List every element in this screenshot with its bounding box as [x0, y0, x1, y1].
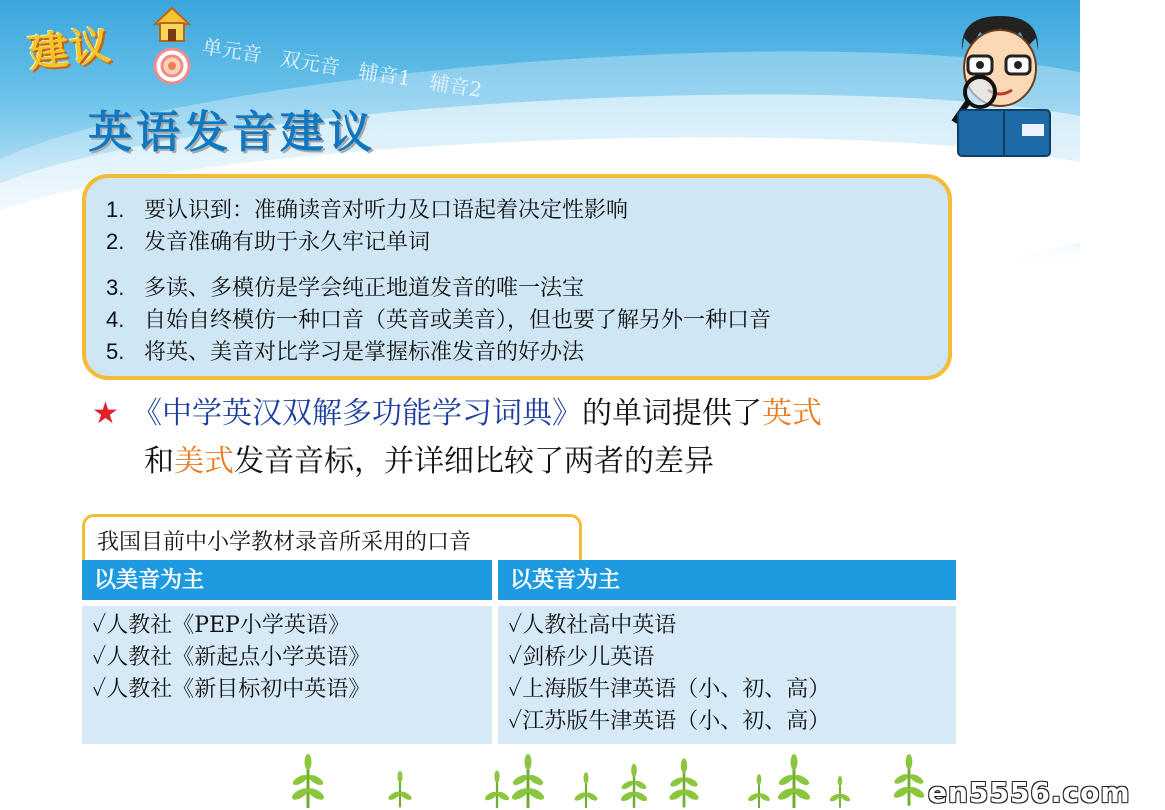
accent-table	[82, 560, 956, 744]
key-point-text: 发音准确有助于永久牢记单词	[144, 230, 431, 255]
american-accent-heading: 以美音为主	[82, 560, 492, 600]
key-point	[106, 272, 948, 304]
key-point-number: 2.	[106, 229, 125, 254]
sprout-icon	[664, 756, 704, 808]
list-item: ✓人教社《新起点小学英语》	[92, 645, 371, 670]
sprout-icon	[286, 752, 330, 808]
sprout-icon	[616, 762, 652, 808]
sprout-icon	[744, 770, 774, 808]
nav-item-consonant-1[interactable]: 辅音1	[356, 58, 413, 91]
dictionary-title: 《中学英汉双解多功能学习词典》	[132, 396, 582, 431]
list-item: ✓上海版牛津英语（小、初、高）	[508, 677, 831, 702]
key-point-text: 要认识到：准确读音对听力及口语起着决定性影响	[144, 198, 629, 223]
key-point	[106, 336, 948, 368]
sprout-icon	[826, 772, 854, 808]
target-icon[interactable]	[152, 46, 192, 86]
key-point-text: 将英、美音对比学习是掌握标准发音的好办法	[144, 340, 585, 365]
note-text: 和	[144, 444, 174, 479]
key-point-number: 4.	[106, 307, 125, 332]
key-point-text: 自始自终模仿一种口音（英音或美音），但也要了解另外一种口音	[144, 308, 772, 333]
table-caption: 我国目前中小学教材录音所采用的口音	[82, 514, 582, 560]
british-accent-list	[498, 606, 956, 744]
nav-item-monophthong[interactable]: 单元音	[200, 33, 264, 68]
key-point-number: 3.	[106, 275, 125, 300]
key-point-number: 5.	[106, 339, 125, 364]
dictionary-note	[92, 390, 992, 486]
list-item: ✓江苏版牛津英语（小、初、高）	[508, 709, 831, 734]
list-item: ✓剑桥少儿英语	[508, 645, 655, 670]
star-icon: ★	[92, 396, 119, 431]
section-logo: 建议	[26, 21, 115, 78]
key-points-box	[82, 174, 952, 380]
list-item: ✓人教社《PEP小学英语》	[92, 613, 350, 638]
key-point-text: 多读、多模仿是学会纯正地道发音的唯一法宝	[144, 276, 585, 301]
dictionary-note-line-1	[92, 390, 992, 438]
list-item: ✓人教社高中英语	[508, 613, 677, 638]
home-icon[interactable]	[152, 4, 192, 44]
key-point-number: 1.	[106, 197, 125, 222]
note-text: 发音音标，并详细比较了两者的差异	[234, 444, 714, 479]
note-text: 的单词提供了	[582, 396, 762, 431]
sprout-icon	[506, 752, 550, 808]
footer-brand: en5556.com	[928, 776, 1131, 809]
american-style-text: 美式	[174, 444, 234, 479]
nav-item-diphthong[interactable]: 双元音	[278, 46, 342, 80]
dictionary-note-line-2	[92, 438, 992, 486]
mascot-reading-icon	[940, 10, 1060, 160]
sprout-icon	[888, 752, 930, 806]
sprout-icon	[772, 752, 816, 808]
page-title: 英语发音建议	[88, 107, 376, 158]
british-style-text: 英式	[762, 396, 822, 431]
key-point	[106, 304, 948, 336]
british-accent-heading: 以英音为主	[498, 560, 956, 600]
key-point	[106, 194, 948, 226]
key-point	[106, 226, 948, 258]
nav-item-consonant-2[interactable]: 辅音2	[427, 69, 484, 102]
american-accent-list	[82, 606, 492, 744]
list-item: ✓人教社《新目标初中英语》	[92, 677, 371, 702]
sprout-icon	[570, 768, 602, 808]
sprout-icon	[384, 766, 416, 808]
